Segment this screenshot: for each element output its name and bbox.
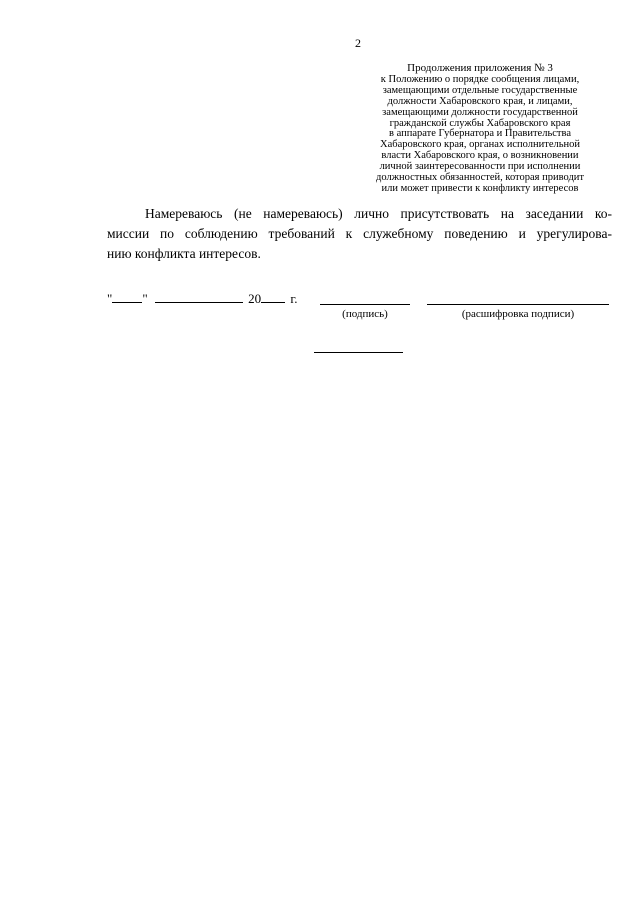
header-line: должностных обязанностей, которая приводит: [376, 172, 584, 184]
header-line: в аппарате Губернатора и Правительства: [389, 128, 571, 140]
body-paragraph: [107, 204, 612, 264]
bottom-rule: [314, 352, 403, 353]
header-line: к Положению о порядке сообщения лицами,: [380, 73, 580, 85]
day-blank: [112, 291, 142, 303]
header-line: гражданской службы Хабаровского края: [389, 117, 571, 129]
header-line: должности Хабаровского края, и лицами,: [387, 95, 573, 107]
open-quote: ": [107, 291, 113, 306]
close-quote: ": [142, 291, 148, 306]
header-line: Хабаровского края, органах исполнительной: [379, 139, 580, 151]
header-title: Продолжения приложения № 3: [407, 62, 553, 74]
header-line: личной заинтересованности при исполнении: [379, 161, 581, 173]
header-line: замещающими отдельные государственные: [382, 84, 578, 96]
header-line: замещающими должности государственной: [382, 106, 578, 118]
header-line: или может привести к конфликту интересов: [381, 182, 579, 194]
date-line: [107, 291, 298, 307]
signature-line: [320, 304, 410, 305]
signature-caption: (подпись): [342, 308, 388, 320]
header-line: власти Хабаровского края, о возникновении: [381, 150, 579, 162]
page-number: 2: [355, 36, 361, 50]
year-suffix: г.: [290, 291, 298, 306]
year-prefix: 20: [248, 291, 262, 306]
body-line: миссии по соблюдению требований к служебному поведению и урегулирова-: [107, 226, 612, 241]
body-line: Намереваюсь (не намереваюсь) лично присутствовать на заседании ко-: [145, 206, 612, 221]
month-blank: [155, 291, 243, 303]
decoding-line: [427, 304, 609, 305]
document-header: [348, 63, 612, 195]
body-line: нию конфликта интересов.: [107, 246, 261, 261]
year-blank: [261, 291, 285, 303]
decoding-caption: (расшифровка подписи): [461, 308, 575, 320]
